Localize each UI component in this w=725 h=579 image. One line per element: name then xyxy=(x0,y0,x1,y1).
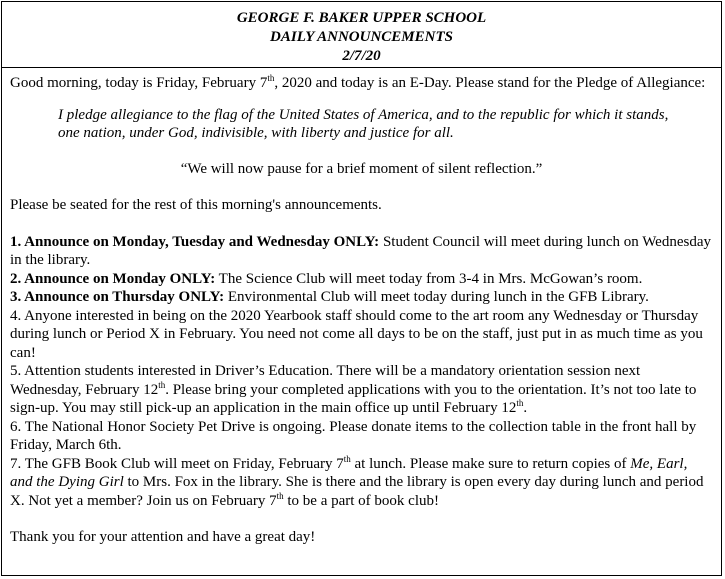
announcement-7: 7. The GFB Book Club will meet on Friday, February 7th at lunch. Please make sure to return copies of Me, Earl, and the Dying Girl to Mrs. Fox in the library. She is there and the library is open every day during lunch and period X. Not yet a member? Join us on February 7th to be a part of book club! xyxy=(10,453,704,509)
closing-text: Thank you for your attention and have a great day! xyxy=(10,529,316,545)
document-header xyxy=(2,2,721,68)
book-title: Me, Earl, and the Dying Girl xyxy=(10,455,688,490)
announcement-list xyxy=(10,233,713,511)
announcement-1: 1. Announce on Monday, Tuesday and Wednesday ONLY: Student Council will meet during lunch on Wednesday in the library. xyxy=(10,233,711,268)
document-date: 2/7/20 xyxy=(342,48,381,64)
announcement-5: 5. Attention students interested in Driver’s Education. There will be a mandatory orientation session next Wednesday, February 12th. Please bring your completed applications with you to the orientation. It’s not too late to sign-up. You may still pick-up an application in the main office up until February 12th. xyxy=(10,363,697,416)
announcement-6: 6. The National Honor Society Pet Drive is ongoing. Please donate items to the collection table in the front hall by Friday, March 6th. xyxy=(10,418,697,453)
document-body xyxy=(2,68,721,547)
announcement-2: 2. Announce on Monday ONLY: The Science Club will meet today from 3-4 in Mrs. McGowan’s room. xyxy=(10,270,643,287)
announcement-4: 4. Anyone interested in being on the 2020 Yearbook staff should come to the art room any Wednesday or Thursday during lunch or Period X in February. You need not come all days to be on the staff, just put in as much time as you can! xyxy=(10,307,703,361)
pause-text: “We will now pause for a brief moment of silent reflection.” xyxy=(180,160,543,177)
pledge-text: I pledge allegiance to the flag of the United States of America, and to the republic for which it stands, one nation, under God, indivisible, with liberty and justice for all. xyxy=(58,106,669,141)
seated-text: Please be seated for the rest of this morning's announcements. xyxy=(10,197,382,213)
intro-paragraph: Good morning, today is Friday, February 7th, 2020 and today is an E-Day. Please stand for the Pledge of Allegiance: xyxy=(10,73,706,91)
document-title: DAILY ANNOUNCEMENTS xyxy=(270,29,453,45)
announcement-3: 3. Announce on Thursday ONLY: Environmental Club will meet today during lunch in the GFB Library. xyxy=(10,289,649,305)
school-name: GEORGE F. BAKER UPPER SCHOOL xyxy=(236,10,487,26)
announcements-document xyxy=(1,1,722,576)
